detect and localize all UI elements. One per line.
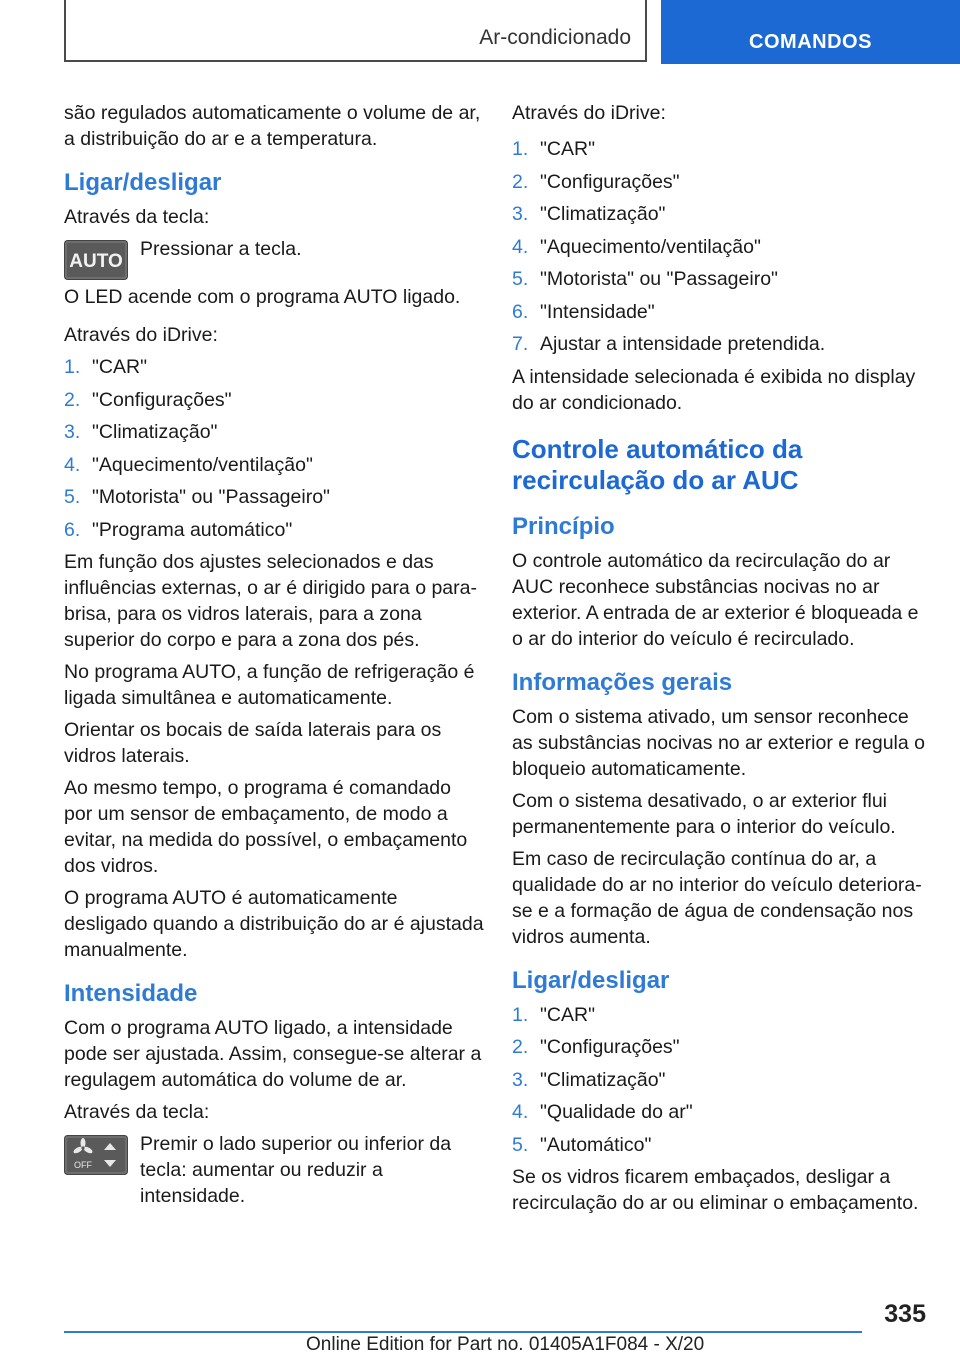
paragraph: Com o programa AUTO ligado, a intensidade pode ser ajustada. Assim, consegue-se alterar a regulagem automática do volume de ar. <box>64 1017 482 1091</box>
list-item: 3. "Climatização" <box>64 421 218 443</box>
paragraph: Com o sistema ativado, um sensor reconhece as substâncias nocivas no ar exterior e regula o bloqueio automaticamente. <box>512 705 925 780</box>
paragraph: Com o sistema desativado, o ar exterior flui permanentemente para o interior do veículo. <box>512 789 896 838</box>
list-item: 4. "Aquecimento/ventilação" <box>64 453 313 476</box>
heading-on-off: Ligar/desligar <box>512 966 670 994</box>
list-item: 7. Ajustar a intensidade pretendida. <box>512 333 826 355</box>
list-item: 1. "CAR" <box>512 1003 596 1026</box>
via-idrive-text: Através do iDrive: <box>64 324 218 346</box>
paragraph: Orientar os bocais de saída laterais para os vidros laterais. <box>64 719 442 767</box>
intro-text: são regulados automaticamente o volume de ar, a distribuição do ar e a temperatura. <box>64 102 481 150</box>
list-item: 5. "Motorista" ou "Passageiro" <box>512 268 778 290</box>
list-item: 1. "CAR" <box>512 138 596 160</box>
fan-button-icon <box>64 1135 128 1175</box>
list-item: 2. "Configurações" <box>512 1036 680 1058</box>
right-column <box>512 100 932 1222</box>
list-item: 1. "CAR" <box>64 356 148 378</box>
svg-text:OFF: OFF <box>74 1160 92 1170</box>
paragraph: Em caso de recirculação contínua do ar, a qualidade do ar no interior do veículo deteriora-se e a formação de água de condensação nos vidros aumenta. <box>512 847 922 948</box>
footer-edition: Online Edition for Part no. 01405A1F084 - X/20 <box>306 1334 705 1355</box>
list-item: 4. "Aquecimento/ventilação" <box>512 235 761 258</box>
auto-key-text2: O LED acende com o programa AUTO ligado. <box>64 286 461 308</box>
auto-key-text1: Pressionar a tecla. <box>140 238 302 260</box>
paragraph: O programa AUTO é automaticamente desligado quando a distribuição do ar é ajustada manualmente. <box>64 887 484 961</box>
chapter-tab: COMANDOS <box>661 0 960 64</box>
svg-text:AUTO: AUTO <box>69 251 123 272</box>
paragraph: Ao mesmo tempo, o programa é comandado por um sensor de embaçamento, de modo a evitar, na medida do possível, o embaçamento dos vidros. <box>64 777 468 877</box>
paragraph: O controle automático da recirculação do ar AUC reconhece substâncias nocivas no ar exterior. A entrada de ar exterior é bloqueada e o ar do interior do veículo é recirculado. <box>512 549 919 650</box>
via-button-text: Através da tecla: <box>64 206 210 228</box>
auto-key-row <box>64 236 484 280</box>
paragraph: No programa AUTO, a função de refrigeração é ligada simultânea e automaticamente. <box>64 661 475 709</box>
list-item: 5. "Motorista" ou "Passageiro" <box>64 486 330 508</box>
list-item: 4. "Qualidade do ar" <box>512 1101 693 1123</box>
steps-list <box>512 1002 932 1158</box>
list-item: 2. "Configurações" <box>64 388 232 411</box>
heading-principle: Princípio <box>512 512 615 540</box>
list-item: 3. "Climatização" <box>512 203 666 225</box>
section-title: Ar-condicionado <box>479 26 631 49</box>
list-item: 6. "Programa automático" <box>64 518 293 541</box>
page-number: 335 <box>884 1300 926 1328</box>
paragraph: Em função dos ajustes selecionados e das influências externas, o ar é dirigido para o para-brisa, para os vidros laterais, para a zona superior do corpo e para a zona dos pés. <box>64 551 477 651</box>
via-button-text: Através da tecla: <box>64 1101 210 1123</box>
list-item: 6. "Intensidade" <box>512 300 655 323</box>
list-item: 3. "Climatização" <box>512 1068 666 1091</box>
paragraph: Se os vidros ficarem embaçados, desligar a recirculação do ar ou eliminar o embaçamento. <box>512 1166 919 1214</box>
steps-list <box>64 354 484 543</box>
page-header <box>0 0 960 66</box>
via-idrive-text: Através do iDrive: <box>512 102 666 124</box>
fan-key-text: Premir o lado superior ou inferior da tecla: aumentar ou reduzir a intensidade. <box>140 1133 452 1207</box>
section-tab <box>64 0 647 62</box>
heading-intensity: Intensidade <box>64 980 198 1007</box>
steps-list <box>512 136 932 357</box>
paragraph: A intensidade selecionada é exibida no display do ar condicionado. <box>512 365 916 414</box>
heading-on-off: Ligar/desligar <box>64 169 222 196</box>
list-item: 5. "Automático" <box>512 1133 652 1156</box>
heading-general-info: Informações gerais <box>512 668 733 696</box>
fan-key-row <box>64 1131 484 1209</box>
footer-divider <box>64 1331 862 1333</box>
heading-auc: Controle automático da recirculação do ar AUC <box>512 433 803 495</box>
list-item: 2. "Configurações" <box>512 170 680 193</box>
auto-button-icon <box>64 240 128 280</box>
left-column <box>64 100 484 1215</box>
